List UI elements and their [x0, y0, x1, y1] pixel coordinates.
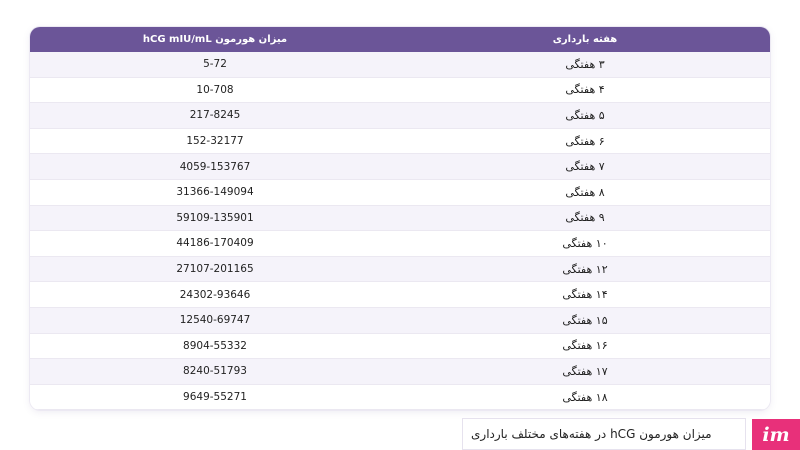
- cell-week: ۱۶ هفتگی: [562, 339, 608, 353]
- cell-hcg: 4059-153767: [179, 160, 251, 173]
- table-row: [30, 78, 770, 104]
- table-body: [30, 52, 770, 410]
- cell-week: ۹ هفتگی: [565, 211, 605, 225]
- cell-hcg: 152-32177: [186, 135, 244, 148]
- cell-week: ۴ هفتگی: [565, 83, 605, 97]
- table-row: [30, 282, 770, 308]
- cell-week: ۱۲ هفتگی: [562, 262, 608, 276]
- cell-hcg: 8904-55332: [183, 339, 247, 352]
- cell-hcg: 8240-51793: [183, 365, 247, 378]
- cell-week: ۱۰ هفتگی: [562, 236, 608, 250]
- header-hcg: میزان هورمون hCG mIU/mL: [142, 34, 288, 45]
- hcg-table: [30, 27, 770, 410]
- cell-hcg: 217-8245: [189, 109, 241, 122]
- table-row: [30, 257, 770, 283]
- brand-logo: im: [752, 419, 800, 450]
- table-row: [30, 154, 770, 180]
- cell-week: ۱۴ هفتگی: [562, 288, 608, 302]
- cell-hcg: 44186-170409: [176, 237, 254, 250]
- table-row: [30, 334, 770, 360]
- cell-hcg: 27107-201165: [176, 263, 254, 276]
- cell-hcg: 59109-135901: [176, 211, 254, 224]
- table-row: [30, 180, 770, 206]
- cell-hcg: 9649-55271: [183, 391, 247, 404]
- cell-hcg: 31366-149094: [176, 186, 254, 199]
- cell-week: ۶ هفتگی: [565, 134, 605, 148]
- header-week: هفته بارداری: [552, 34, 618, 45]
- cell-hcg: 24302-93646: [179, 288, 251, 301]
- cell-week: ۱۷ هفتگی: [562, 364, 608, 378]
- table-row: [30, 129, 770, 155]
- table-row: [30, 206, 770, 232]
- table-row: [30, 231, 770, 257]
- cell-week: ۱۵ هفتگی: [562, 313, 608, 327]
- table-row: [30, 308, 770, 334]
- table-row: [30, 52, 770, 78]
- table-header: [30, 27, 770, 52]
- table-row: [30, 359, 770, 385]
- image-caption: میزان هورمون hCG در هفته‌های مختلف بارداری: [463, 419, 745, 449]
- cell-week: ۸ هفتگی: [565, 185, 605, 199]
- cell-hcg: 5-72: [203, 58, 227, 71]
- cell-week: ۵ هفتگی: [565, 108, 605, 122]
- table-row: [30, 103, 770, 129]
- cell-week: ۳ هفتگی: [565, 57, 605, 71]
- cell-week: ۷ هفتگی: [565, 160, 605, 174]
- cell-hcg: 10-708: [196, 83, 234, 96]
- cell-week: ۱۸ هفتگی: [562, 390, 608, 404]
- cell-hcg: 12540-69747: [179, 314, 251, 327]
- table-row: [30, 385, 770, 410]
